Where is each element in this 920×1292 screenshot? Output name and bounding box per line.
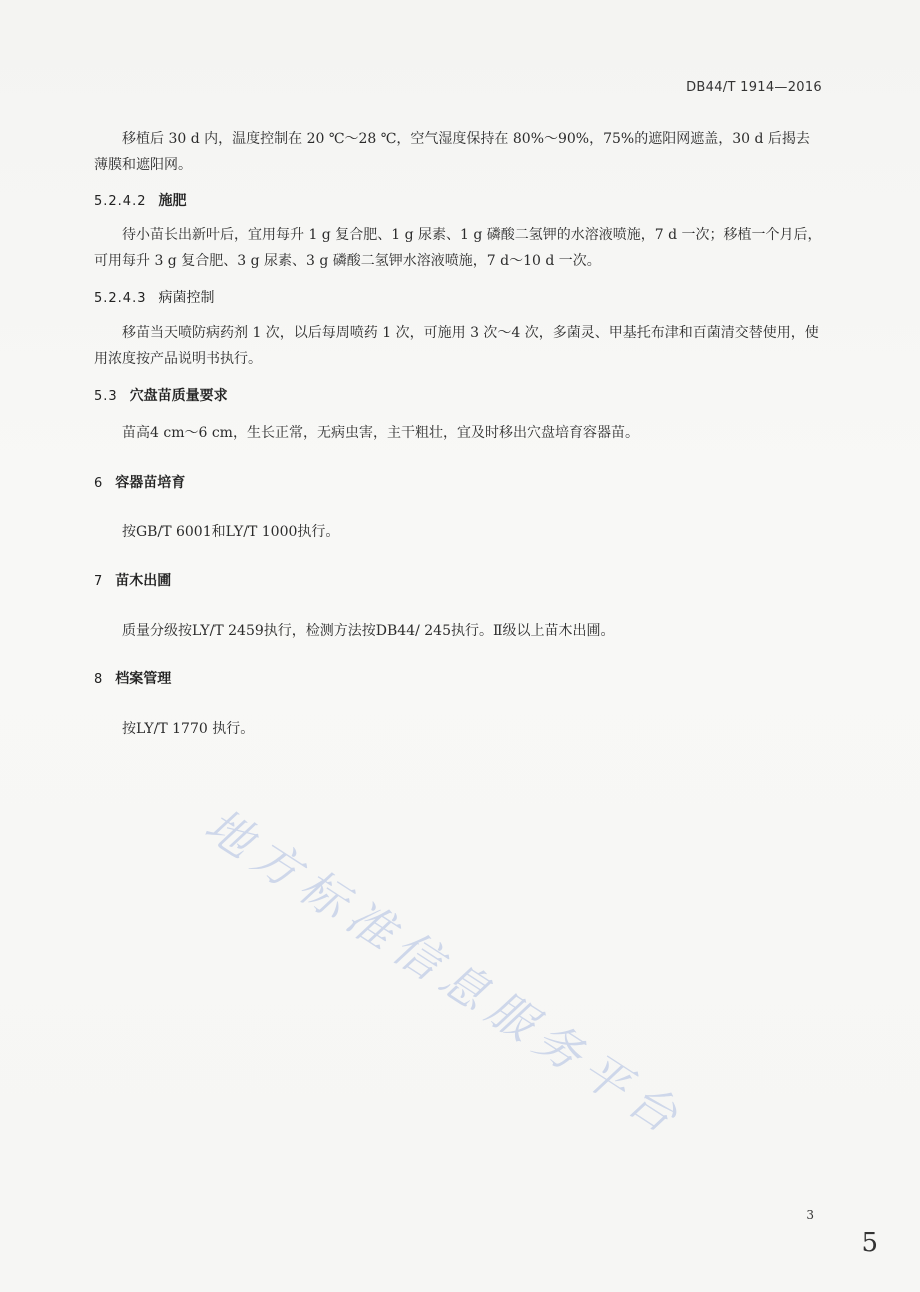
corner-page-number: 5: [861, 1228, 878, 1258]
section-number: 5.2.4.2: [94, 194, 147, 209]
section-title: 档案管理: [115, 671, 172, 687]
section-heading-nursery: [94, 570, 171, 590]
section-heading-archive: [94, 668, 171, 688]
paragraph-quality: 苗高4 cm～6 cm，生长正常，无病虫害，主干粗壮，宜及时移出穴盘培育容器苗。: [122, 425, 639, 441]
section-title: 容器苗培育: [115, 475, 186, 491]
paragraph-transplant: 移植后 30 d 内，温度控制在 20 ℃～28 ℃，空气湿度保持在 80%～90%，75%的遮阳网遮盖，30 d 后揭去薄膜和遮阳网。: [94, 131, 810, 173]
paragraph-disease: 移苗当天喷防病药剂 1 次，以后每周喷药 1 次，可施用 3 次～4 次，多菌灵、甲基托布津和百菌清交替使用，使用浓度按产品说明书执行。: [94, 325, 819, 367]
paragraph-nursery: 质量分级按LY/T 2459执行，检测方法按DB44/ 245执行。Ⅱ级以上苗木出圃。: [122, 623, 615, 639]
paragraph-archive: 按LY/T 1770 执行。: [122, 721, 255, 737]
section-number: 5.3: [94, 389, 118, 404]
section-title: 施肥: [158, 193, 187, 209]
section-title: 穴盘苗质量要求: [129, 388, 228, 404]
standard-code: DB44/T 1914—2016: [686, 80, 822, 95]
page-number: 3: [806, 1208, 814, 1222]
section-number: 7: [94, 574, 104, 589]
paragraph-fertilize: 待小苗长出新叶后，宜用每升 1 g 复合肥、1 g 尿素、1 g 磷酸二氢钾的水溶液喷施，7 d 一次；移植一个月后，可用每升 3 g 复合肥、3 g 尿素、3 g 磷酸二氢钾水溶液喷施，7 d～10 d 一次。: [94, 227, 822, 269]
section-number: 5.2.4.3: [94, 291, 147, 306]
section-heading-quality: [94, 385, 228, 405]
section-number: 6: [94, 476, 104, 491]
section-heading-disease: [94, 287, 214, 307]
section-heading-fertilize: [94, 190, 186, 210]
watermark: 地方标准信息服务平台: [195, 797, 695, 1148]
section-number: 8: [94, 672, 104, 687]
paragraph-container: 按GB/T 6001和LY/T 1000执行。: [122, 524, 340, 540]
section-heading-container: [94, 472, 185, 492]
section-title: 苗木出圃: [115, 573, 172, 589]
section-title: 病菌控制: [158, 290, 215, 306]
